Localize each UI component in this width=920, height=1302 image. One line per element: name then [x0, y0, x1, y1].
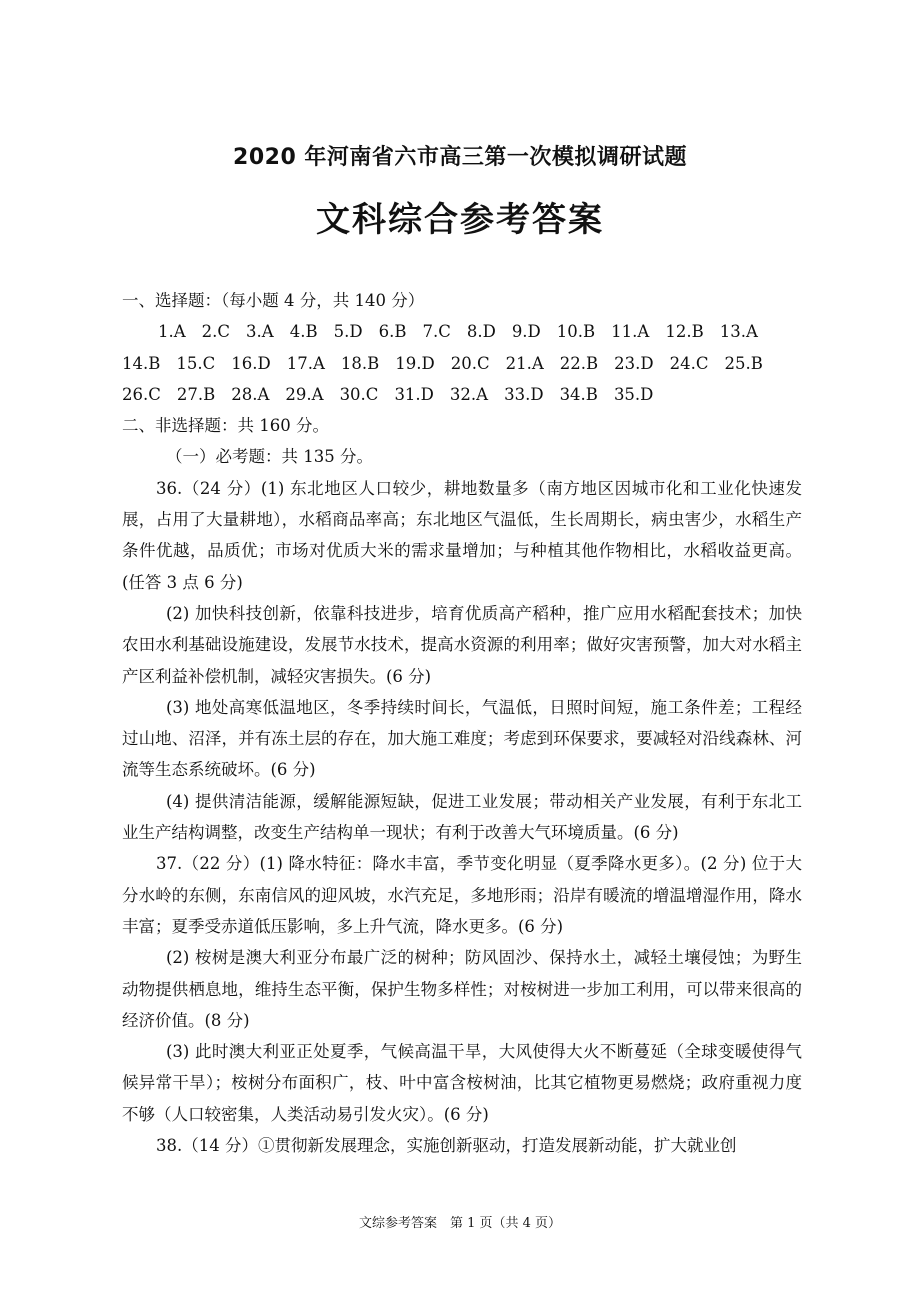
answer-item: 32.A — [449, 384, 489, 404]
answer-item: 17.A — [286, 353, 325, 373]
section2-subheading: （一）必考题：共 135 分。 — [166, 447, 373, 467]
answer-item: 7.C — [422, 322, 451, 342]
exam-title: 2020 年河南省六市高三第一次模拟调研试题 — [233, 145, 687, 170]
answer-item: 27.B — [176, 384, 216, 404]
answer-item: 14.B — [122, 353, 161, 373]
q36-answer-part1: 36.（24 分）(1) 东北地区人口较少，耕地数量多（南方地区因城市化和工业化快速发展，占用了大量耕地），水稻商品率高；东北地区气温低，生长周期长，病虫害少，水稻生产条件优越，品质优；市场对优质大米的需求量增加；与种植其他作物相比，水稻收益更高。(任答 3 点 6 分) — [122, 478, 802, 592]
answer-item: 1.A — [158, 322, 186, 342]
answer-item: 13.A — [719, 322, 758, 342]
answer-item: 5.D — [333, 322, 363, 342]
q36-answer-part2: (2) 加快科技创新，依靠科技进步，培育优质高产稻种，推广应用水稻配套技术；加快农田水利基础设施建设，发展节水技术，提高水资源的利用率；做好灾害预警，加大对水稻主产区利益补偿机制，减轻灾害损失。(6 分) — [122, 603, 802, 686]
answer-item: 11.A — [611, 322, 650, 342]
answer-item: 6.B — [378, 322, 407, 342]
q37-answer-part3: (3) 此时澳大利亚正处夏季，气候高温干旱，大风使得大火不断蔓延（全球变暖使得气候异常干旱）；桉树分布面积广，枝、叶中富含桉树油，比其它植物更易燃烧；政府重视力度不够（人口较密集，人类活动易引发火灾）。(6 分) — [122, 1042, 802, 1124]
answer-item: 19.D — [395, 353, 435, 373]
answer-item: 4.B — [289, 322, 318, 342]
answer-item: 26.C — [122, 384, 161, 404]
document-body — [122, 285, 802, 1161]
answer-item: 33.D — [504, 384, 544, 404]
answer-item: 15.C — [176, 353, 216, 373]
q38-answer-part1: 38.（14 分）①贯彻新发展理念，实施创新驱动，打造发展新动能，扩大就业创 — [156, 1136, 737, 1156]
answer-item: 34.B — [559, 384, 598, 404]
answer-item: 28.A — [231, 384, 270, 404]
section2-heading: 二、非选择题：共 160 分。 — [122, 416, 329, 436]
answer-item: 10.B — [556, 322, 596, 342]
answer-item: 21.A — [505, 353, 544, 373]
section1-heading: 一、选择题：（每小题 4 分，共 140 分） — [122, 291, 425, 310]
answer-line — [122, 348, 802, 379]
answer-item: 29.A — [285, 384, 324, 404]
answer-line — [158, 316, 802, 347]
answer-item: 3.A — [246, 322, 274, 342]
answer-item: 22.B — [559, 353, 599, 373]
answer-item: 18.B — [340, 353, 380, 373]
answer-item: 16.D — [231, 353, 271, 373]
page-footer: 文综参考答案 第 1 页（共 4 页） — [358, 1216, 562, 1231]
multiple-choice-answers — [122, 316, 802, 410]
answer-item: 12.B — [665, 322, 704, 342]
answer-line — [122, 379, 802, 410]
answer-item: 35.D — [613, 384, 654, 404]
answer-item: 30.C — [339, 384, 379, 404]
answer-item: 9.D — [511, 322, 541, 342]
answer-item: 20.C — [450, 353, 490, 373]
q36-answer-part4: (4) 提供清洁能源，缓解能源短缺，促进工业发展；带动相关产业发展，有利于东北工业生产结构调整，改变生产结构单一现状；有利于改善大气环境质量。(6 分) — [122, 791, 802, 843]
q37-answer-part2: (2) 桉树是澳大利亚分布最广泛的树种；防风固沙、保持水土，减轻土壤侵蚀；为野生动物提供栖息地，维持生态平衡，保护生物多样性；对桉树进一步加工利用，可以带来很高的经济价值。(8 分) — [122, 948, 802, 1030]
answer-item: 25.B — [724, 353, 763, 373]
answer-key-title: 文科综合参考答案 — [316, 200, 604, 240]
answer-item: 23.D — [614, 353, 654, 373]
q37-answer-part1: 37.（22 分）(1) 降水特征：降水丰富，季节变化明显（夏季降水更多）。(2 分) 位于大分水岭的东侧，东南信风的迎风坡，水汽充足，多地形雨；沿岸有暖流的增温增湿作用，降水丰富；夏季受赤道低压影响，多上升气流，降水更多。(6 分) — [122, 854, 802, 936]
q36-answer-part3: (3) 地处高寒低温地区，冬季持续时间长，气温低，日照时间短，施工条件差；工程经过山地、沼泽，并有冻土层的存在，加大施工难度；考虑到环保要求，要减轻对沿线森林、河流等生态系统破坏。(6 分) — [122, 697, 802, 780]
answer-item: 31.D — [394, 384, 434, 404]
answer-item: 24.C — [669, 353, 709, 373]
answer-item: 8.D — [466, 322, 496, 342]
answer-item: 2.C — [201, 322, 231, 342]
